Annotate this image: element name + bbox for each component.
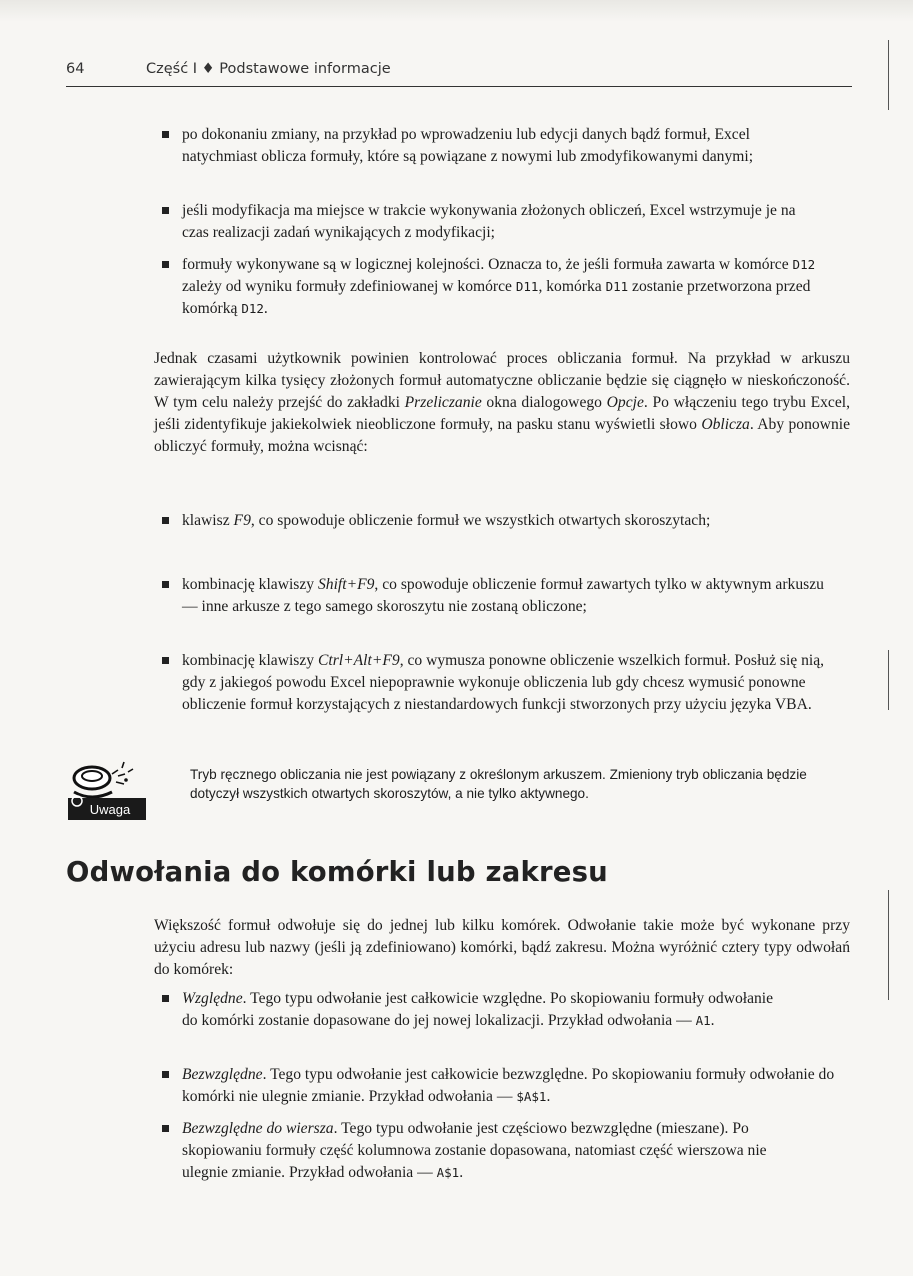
scan-margin-line xyxy=(888,650,889,710)
list-item: kombinację klawiszy Shift+F9, co spowoduje obliczenie formuł zawartych tylko w aktywnym arkuszu — inne arkusze z tego samego skoroszytu nie zostaną obliczone; xyxy=(182,574,832,618)
bullet-icon xyxy=(162,657,169,664)
running-header xyxy=(66,58,852,87)
bullet-icon xyxy=(162,207,169,214)
bullet-icon xyxy=(162,1071,169,1078)
list-item: formuły wykonywane są w logicznej kolejności. Oznacza to, że jeśli formuła zawarta w komórce D12 zależy od wyniku formuły zdefiniowanej w komórce D11, komórka D11 zostanie przetworzona przed komórką D12. xyxy=(182,254,832,320)
bullet-icon xyxy=(162,131,169,138)
chapter-title: Część I ♦ Podstawowe informacje xyxy=(146,61,391,77)
page-number: 64 xyxy=(66,61,85,77)
list-item: Bezwzględne do wiersza. Tego typu odwołanie jest częściowo bezwzględne (mieszane). Po skopiowaniu formuły część kolumnowa zostanie dopasowana, natomiast część wierszowa nie ulegnie zmianie. Przykład odwołania — A$1. xyxy=(182,1118,782,1184)
section-heading: Odwołania do komórki lub zakresu xyxy=(66,856,608,888)
list-item: jeśli modyfikacja ma miejsce w trakcie wykonywania złożonych obliczeń, Excel wstrzymuje je na czas realizacji zadań wynikających z modyfikacji; xyxy=(182,200,822,244)
note-label: Uwaga xyxy=(89,802,131,817)
scan-margin-line xyxy=(888,890,889,1000)
list-item: klawisz F9, co spowoduje obliczenie formuł we wszystkich otwartych skoroszytach; xyxy=(182,510,782,532)
bullet-icon xyxy=(162,517,169,524)
list-item: kombinację klawiszy Ctrl+Alt+F9, co wymusza ponowne obliczenie wszelkich formuł. Posłuż się nią, gdy z jakiegoś powodu Excel niepoprawnie wykonuje obliczenia lub gdy chcesz wymusić ponowne obliczenie formuł korzystających z niestandardowych funkcji stworzonych przy użyciu języka VBA. xyxy=(182,650,832,716)
bullet-icon xyxy=(162,261,169,268)
bullet-icon xyxy=(162,581,169,588)
scan-margin-line xyxy=(888,40,889,110)
scan-edge xyxy=(0,0,913,22)
snail-note-icon xyxy=(68,758,146,820)
body-paragraph: Większość formuł odwołuje się do jednej lub kilku komórek. Odwołanie takie może być wykonane przy użyciu adresu lub nazwy (jeśli ją zdefiniowano) komórki, bądź zakresu. Można wyróżnić cztery typy odwołań do komórek: xyxy=(154,917,850,978)
list-item: Bezwzględne. Tego typu odwołanie jest całkowicie bezwzględne. Po skopiowaniu formuły odwołanie do komórki nie ulegnie zmianie. Przykład odwołania — $A$1. xyxy=(182,1064,852,1108)
bullet-icon xyxy=(162,995,169,1002)
note-text: Tryb ręcznego obliczania nie jest powiązany z określonym arkuszem. Zmieniony tryb obliczania będzie dotyczył wszystkich otwartych skoroszytów, a nie tylko aktywnego. xyxy=(190,767,807,801)
body-paragraph: Jednak czasami użytkownik powinien kontrolować proces obliczania formuł. Na przykład w arkuszu zawierającym kilka tysięcy złożonych formuł automatyczne obliczanie będzie się ciągnęło w nieskończoność. W tym celu należy przejść do zakładki Przeliczanie okna dialogowego Opcje. Po włączeniu tego trybu Excel, jeśli zidentyfikuje jakiekolwiek nieobliczone formuły, na pasku stanu wyświetli słowo Oblicza. Aby ponownie obliczyć formuły, można wcisnąć: xyxy=(154,350,850,455)
bullet-icon xyxy=(162,1125,169,1132)
list-item: po dokonaniu zmiany, na przykład po wprowadzeniu lub edycji danych bądź formuł, Excel natychmiast oblicza formuły, które są powiązane z nowymi lub zmodyfikowanymi danymi; xyxy=(182,124,802,168)
list-item: Względne. Tego typu odwołanie jest całkowicie względne. Po skopiowaniu formuły odwołanie do komórki zostanie dopasowane do jej nowej lokalizacji. Przykład odwołania — A1. xyxy=(182,988,792,1032)
